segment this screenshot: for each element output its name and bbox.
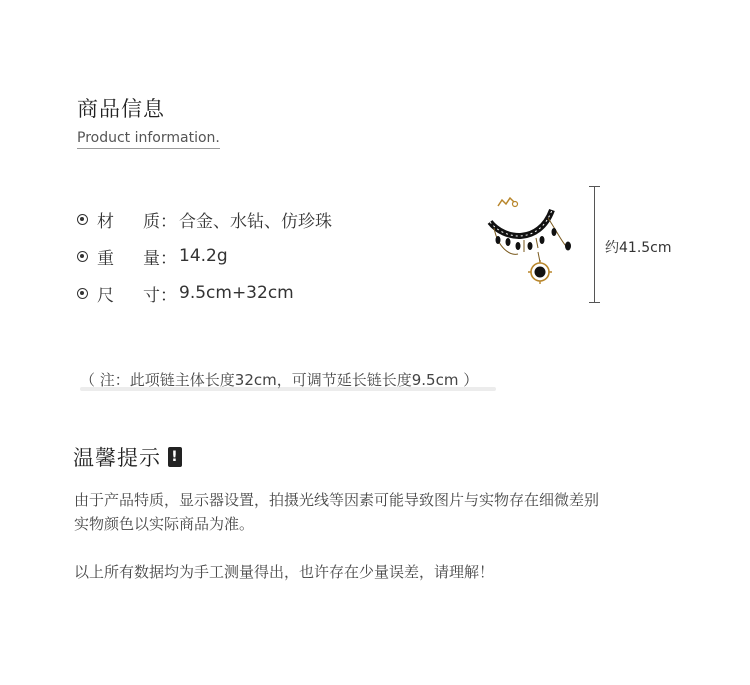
spec-row-weight — [77, 245, 228, 267]
section-title: 商品信息 — [77, 97, 165, 121]
spec-label-second: 质： — [143, 211, 177, 232]
bullet-icon — [77, 251, 88, 262]
spec-label-second: 量： — [143, 248, 177, 269]
tips-line-1: 由于产品特质，显示器设置，拍摄光线等因素可能导致图片与实物存在细微差别 — [74, 491, 600, 509]
exclamation-icon: ! — [168, 447, 182, 467]
spec-value: 9.5cm+32cm — [179, 283, 294, 303]
tips-title: 温馨提示 — [73, 446, 161, 470]
tips-line-2: 实物颜色以实际商品为准。 — [74, 515, 255, 533]
spec-label — [97, 281, 179, 306]
choker-necklace-image — [484, 190, 580, 290]
spec-label-first: 尺 — [97, 285, 114, 306]
spec-row-size — [77, 282, 294, 304]
spec-label — [97, 207, 179, 232]
spec-label-first: 重 — [97, 248, 114, 269]
dimension-line — [594, 186, 595, 303]
bullet-icon — [77, 214, 88, 225]
dimension-cap-top — [589, 186, 600, 187]
section-subtitle: Product information. — [77, 130, 220, 149]
bullet-icon — [77, 288, 88, 299]
spec-label — [97, 244, 179, 269]
spec-value: 14.2g — [179, 246, 228, 266]
tips-line-3: 以上所有数据均为手工测量得出，也许存在少量误差，请理解！ — [74, 563, 495, 581]
length-note: （ 注：此项链主体长度32cm，可调节延长链长度9.5cm ） — [80, 371, 479, 389]
spec-label-first: 材 — [97, 211, 114, 232]
tips-heading — [73, 442, 182, 472]
spec-value: 合金、水钻、仿珍珠 — [179, 211, 332, 232]
dimension-cap-bottom — [589, 302, 600, 303]
spec-label-second: 寸： — [143, 285, 177, 306]
dimension-label: 约41.5cm — [605, 240, 672, 256]
spec-row-material — [77, 208, 332, 230]
